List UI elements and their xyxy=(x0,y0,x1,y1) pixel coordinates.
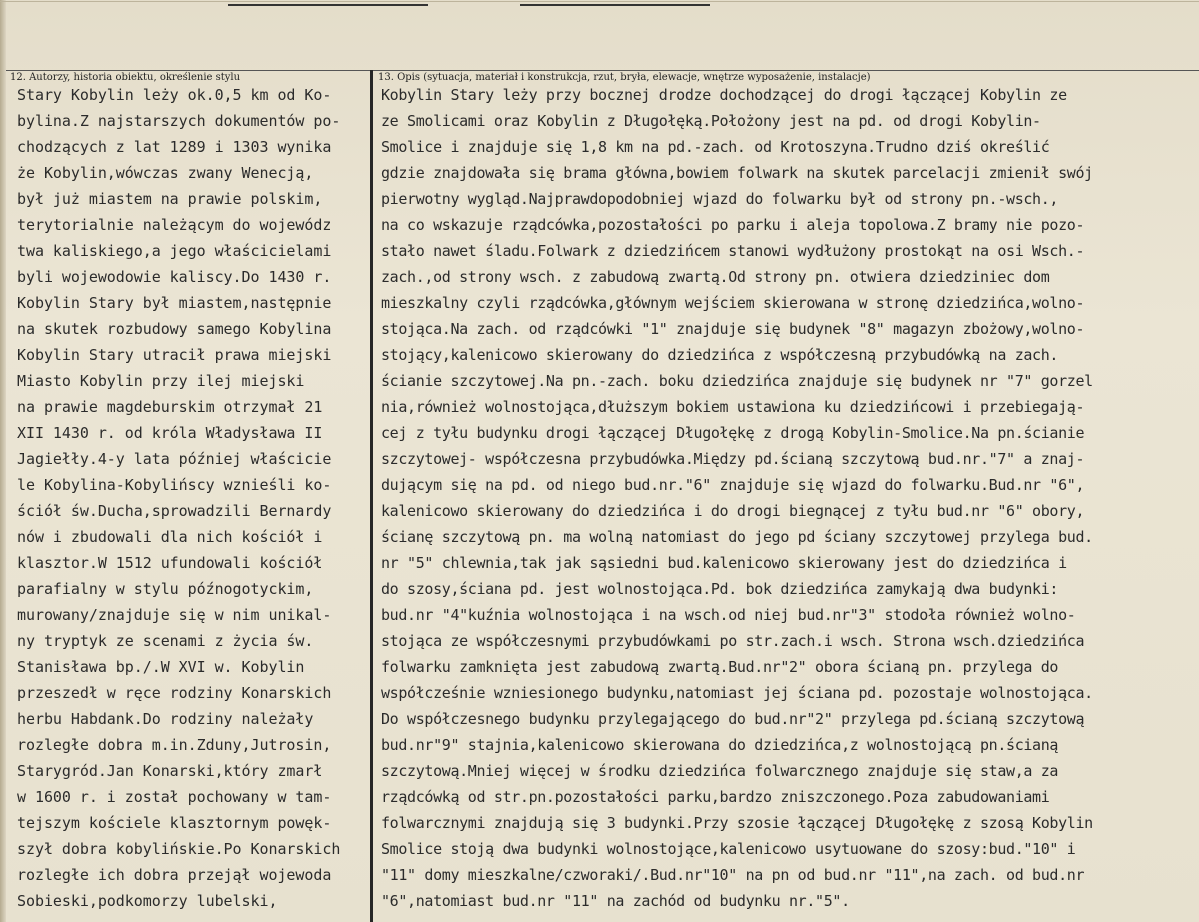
history-text-line: klasztor.W 1512 ufundowali kościół xyxy=(17,554,323,572)
history-text-line: rozległe dobra m.in.Zduny,Jutrosin, xyxy=(17,736,332,754)
description-text-line: ścianę szczytową pn. ma wolną natomiast do jego pd ściany szczytowej przylega bud. xyxy=(381,528,1093,546)
description-text-line: nr "5" chlewnia,tak jak sąsiedni bud.kalenicowo skierowany jest do dziedzińca i xyxy=(381,554,1067,572)
description-text-line: folwarcznymi znajdują się 3 budynki.Przy szosie łączącej Długołękę z szosą Kobylin xyxy=(381,814,1093,832)
description-text-line: mieszkalny czyli rządcówka,głównym wejściem skierowana w stronę dziedzińca,wolno- xyxy=(381,294,1085,312)
column-divider xyxy=(370,70,373,922)
paper-edge xyxy=(0,0,6,922)
description-text-line: bud.nr "4"kuźnia wolnostojąca i na wsch.od niej bud.nr"3" stodoła również wolno- xyxy=(381,606,1076,624)
history-text-line: na prawie magdeburskim otrzymał 21 xyxy=(17,398,323,416)
description-text-line: folwarku zamknięta jest zabudową zwartą.Bud.nr"2" obora ścianą pn. przylega do xyxy=(381,658,1059,676)
history-text-line: Stanisława bp./.W XVI w. Kobylin xyxy=(17,658,305,676)
description-text-line: gdzie znajdowała się brama główna,bowiem folwark na skutek parcelacji zmienił swój xyxy=(381,164,1093,182)
history-text-line: le Kobylina-Kobylińscy wznieśli ko- xyxy=(17,476,332,494)
history-text-line: szył dobra kobylińskie.Po Konarskich xyxy=(17,840,341,858)
history-text-line: był już miastem na prawie polskim, xyxy=(17,190,323,208)
description-text-line: Smolice i znajduje się 1,8 km na pd.-zach. od Krotoszyna.Trudno dziś określić xyxy=(381,138,1050,156)
history-text-line: parafialny w stylu późnogotyckim, xyxy=(17,580,314,598)
history-text-line: rozległe ich dobra przejął wojewoda xyxy=(17,866,332,884)
header-rule xyxy=(6,70,1199,71)
description-text-line: szczytową.Mniej więcej w środku dziedzińca folwarcznego znajduje się staw,a za xyxy=(381,762,1059,780)
description-text-column xyxy=(381,82,1199,914)
description-text-line: na co wskazuje rządcówka,pozostałości po parku i aleja topolowa.Z bramy nie pozo- xyxy=(381,216,1085,234)
description-text-line: stojący,kalenicowo skierowany do dziedzińca z współczesną przybudówką na zach. xyxy=(381,346,1059,364)
description-text-line: stało nawet śladu.Folwark z dziedzińcem stanowi wydłużony prostokąt na osi Wsch.- xyxy=(381,242,1085,260)
history-text-line: XII 1430 r. od króla Władysława II xyxy=(17,424,323,442)
description-text-line: Do współczesnego budynku przylegającego do bud.nr"2" przylega pd.ścianą szczytową xyxy=(381,710,1085,728)
history-text-line: bylina.Z najstarszych dokumentów po- xyxy=(17,112,341,130)
section-13-header: 13. Opis (sytuacja, materiał i konstrukcja, rzut, bryła, elewacje, wnętrze wyposażenie, instalacje) xyxy=(378,72,871,83)
history-text-line: terytorialnie należącym do wojewódz xyxy=(17,216,332,234)
description-text-line: kalenicowo skierowany do dziedzińca i do drogi biegnącej z tyłu bud.nr "6" obory, xyxy=(381,502,1085,520)
history-text-line: herbu Habdank.Do rodziny należały xyxy=(17,710,314,728)
history-text-line: nów i zbudowali dla nich kościół i xyxy=(17,528,323,546)
description-text-line: Smolice stoją dwa budynki wolnostojące,kalenicowo usytuowane do szosy:bud."10" i xyxy=(381,840,1076,858)
description-text-line: rządcówką od str.pn.pozostałości parku,bardzo zniszczonego.Poza zabudowaniami xyxy=(381,788,1050,806)
history-text-line: w 1600 r. i został pochowany w tam- xyxy=(17,788,332,806)
history-text-line: że Kobylin,wówczas zwany Wenecją, xyxy=(17,164,314,182)
description-text-line: Kobylin Stary leży przy bocznej drodze dochodzącej do drogi łączącej Kobylin ze xyxy=(381,86,1067,104)
description-text-line: cej z tyłu budynku drogi łączącej Długołękę z drogą Kobylin-Smolice.Na pn.ścianie xyxy=(381,424,1085,442)
history-text-line: Jagiełły.4-y lata później właścicie xyxy=(17,450,332,468)
description-text-line: zach.,od strony wsch. z zabudową zwartą.Od strony pn. otwiera dziedziniec dom xyxy=(381,268,1050,286)
history-text-line: Kobylin Stary był miastem,następnie xyxy=(17,294,332,312)
description-text-line: "11" domy mieszkalne/czworaki/.Bud.nr"10" na pn od bud.nr "11",na zach. od bud.nr xyxy=(381,866,1085,884)
history-text-line: Stary Kobylin leży ok.0,5 km od Ko- xyxy=(17,86,332,104)
history-text-line: przeszedł w ręce rodziny Konarskich xyxy=(17,684,332,702)
top-rule xyxy=(228,4,428,6)
history-text-line: tejszym kościele klasztornym powęk- xyxy=(17,814,332,832)
description-text-line: pierwotny wygląd.Najprawdopodobniej wjazd do folwarku był od strony pn.-wsch., xyxy=(381,190,1059,208)
description-text-line: stojąca ze współczesnymi przybudówkami po str.zach.i wsch. Strona wsch.dziedzińca xyxy=(381,632,1085,650)
history-text-line: Sobieski,podkomorzy lubelski, xyxy=(17,892,278,910)
history-text-line: ściół św.Ducha,sprowadzili Bernardy xyxy=(17,502,332,520)
description-text-line: szczytowej- współczesna przybudówka.Między pd.ścianą szczytową bud.nr."7" a znaj- xyxy=(381,450,1085,468)
history-text-column xyxy=(17,82,369,914)
history-text-line: na skutek rozbudowy samego Kobylina xyxy=(17,320,332,338)
history-text-line: chodzących z lat 1289 i 1303 wynika xyxy=(17,138,332,156)
top-rule xyxy=(520,4,710,6)
description-text-line: współcześnie wzniesionego budynku,natomiast jej ściana pd. pozostaje wolnostojąca. xyxy=(381,684,1093,702)
description-text-line: bud.nr"9" stajnia,kalenicowo skierowana do dziedzińca,z wolnostojącą pn.ścianą xyxy=(381,736,1059,754)
history-text-line: Kobylin Stary utracił prawa miejski xyxy=(17,346,332,364)
description-text-line: ścianie szczytowej.Na pn.-zach. boku dziedzińca znajduje się budynek nr "7" gorzel xyxy=(381,372,1093,390)
history-text-line: Miasto Kobylin przy ilej miejski xyxy=(17,372,305,390)
section-12-header: 12. Autorzy, historia obiektu, określenie stylu xyxy=(10,72,241,83)
description-text-line: dującym się na pd. od niego bud.nr."6" znajduje się wjazd do folwarku.Bud.nr "6", xyxy=(381,476,1085,494)
description-text-line: stojąca.Na zach. od rządcówki "1" znajduje się budynek "8" magazyn zbożowy,wolno- xyxy=(381,320,1085,338)
description-text-line: "6",natomiast bud.nr "11" na zachód od budynku nr."5". xyxy=(381,892,850,910)
history-text-line: twa kaliskiego,a jego właścicielami xyxy=(17,242,332,260)
top-border-line xyxy=(0,1,1199,2)
description-text-line: do szosy,ściana pd. jest wolnostojąca.Pd. bok dziedzińca zamykają dwa budynki: xyxy=(381,580,1059,598)
history-text-line: ny tryptyk ze scenami z życia św. xyxy=(17,632,314,650)
description-text-line: nia,również wolnostojąca,dłuższym bokiem ustawiona ku dziedzińcowi i przebiegają- xyxy=(381,398,1085,416)
history-text-line: murowany/znajduje się w nim unikal- xyxy=(17,606,332,624)
history-text-line: Starygród.Jan Konarski,który zmarł xyxy=(17,762,323,780)
history-text-line: byli wojewodowie kaliscy.Do 1430 r. xyxy=(17,268,332,286)
description-text-line: ze Smolicami oraz Kobylin z Długołęką.Położony jest na pd. od drogi Kobylin- xyxy=(381,112,1041,130)
